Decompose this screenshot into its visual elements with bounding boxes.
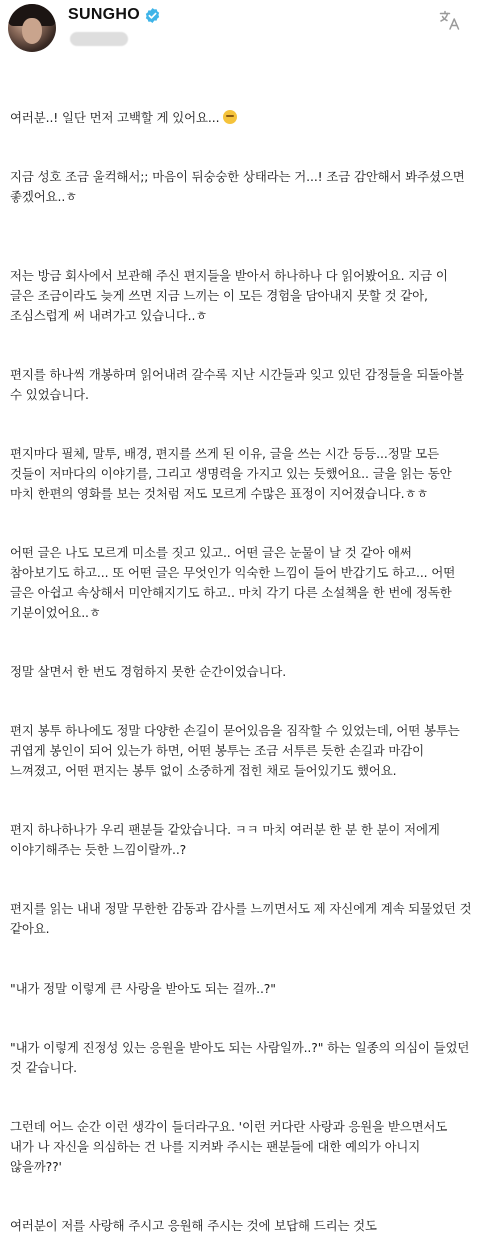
post-line-intro (10, 108, 472, 128)
avatar-face (22, 18, 42, 44)
post-paragraph: 저는 방금 회사에서 보관해 주신 편지들을 받아서 하나하나 다 읽어봤어요. 지금 이 글은 조금이라도 늦게 쓰면 지금 느끼는 이 모든 경험을 담아내지 못할 것 같아, 조심스럽게 써 내려가고 있습니다..ㅎ (10, 267, 452, 323)
verified-badge-icon (144, 7, 161, 24)
post-paragraph: 정말 살면서 한 번도 경험하지 못한 순간이었습니다. (10, 663, 287, 679)
translate-icon[interactable] (438, 8, 462, 32)
blurred-handle (70, 32, 128, 46)
post-header (0, 0, 480, 58)
profile-name[interactable]: SUNGHO (68, 6, 141, 23)
shushing-face-emoji-icon (223, 110, 237, 124)
post-paragraph: 편지를 읽는 내내 정말 무한한 감동과 감사를 느끼면서도 제 자신에게 계속 되물었던 것 같아요. (10, 901, 476, 937)
post-paragraph: 편지를 하나씩 개봉하며 읽어내려 갈수록 지난 시간들과 잊고 있던 감정들을 되돌아볼 수 있었습니다. (10, 366, 468, 402)
post-text: 여러분..! 일단 먼저 고백할 게 있어요... (10, 109, 224, 125)
avatar[interactable] (8, 4, 56, 52)
post-paragraph: 편지마다 필체, 말투, 배경, 편지를 쓰게 된 이유, 글을 쓰는 시간 등등...정말 모든 것들이 저마다의 이야기를, 그리고 생명력을 가지고 있는 듯했어요.. 글을 읽는 동안 마치 한편의 영화를 보는 것처럼 저도 모르게 수많은 표정이 지어졌습니다.ㅎㅎ (10, 446, 456, 501)
post-text: 지금 성호 조금 울컥해서;; 마음이 뒤숭숭한 상태라는 거...! 조금 감안해서 봐주셨으면 좋겠어요..ㅎ (10, 168, 469, 204)
post-quote: "내가 이렇게 진정성 있는 응원을 받아도 되는 사람일까..?" 하는 일종의 의심이 들었던 것 같습니다. (10, 1040, 474, 1075)
post-paragraph: 편지 하나하나가 우리 팬분들 같았습니다. ㅋㅋ 마치 여러분 한 분 한 분이 저에게 이야기해주는 듯한 느낌이랄까..? (10, 822, 444, 858)
post-paragraph: 여러분이 저를 사랑해 주시고 응원해 주시는 것에 보답해 드리는 것도 (10, 1218, 377, 1234)
post-paragraph: 그런데 어느 순간 이런 생각이 들더라구요. '이런 커다란 사랑과 응원을 받으면서도 내가 나 자신을 의심하는 건 나를 지켜봐 주시는 팬분들에 대한 예의가 아니지 않을까??' (10, 1119, 452, 1174)
post-paragraph: 어떤 글은 나도 모르게 미소를 짓고 있고.. 어떤 글은 눈물이 날 것 같아 애써 참아보기도 하고... 또 어떤 글은 무엇인가 익숙한 느낌이 들어 반갑기도 하고... 어떤 글은 아쉽고 속상해서 미안해지기도 하고.. 마치 각기 다른 소설책을 한 번에 정독한 기분이었어요..ㅎ (10, 545, 459, 620)
post-paragraph: 편지 봉투 하나에도 정말 다양한 손길이 묻어있음을 짐작할 수 있었는데, 어떤 봉투는 귀엽게 봉인이 되어 있는가 하면, 어떤 봉투는 조금 서투른 듯한 손길과 마감이 느껴졌고, 어떤 편지는 봉투 없이 소중하게 접힌 채로 들어있기도 했어요. (10, 723, 464, 778)
post-quote: "내가 정말 이렇게 큰 사랑을 받아도 되는 걸까..?" (10, 980, 276, 996)
post-body (10, 68, 476, 1256)
name-row (68, 6, 161, 24)
